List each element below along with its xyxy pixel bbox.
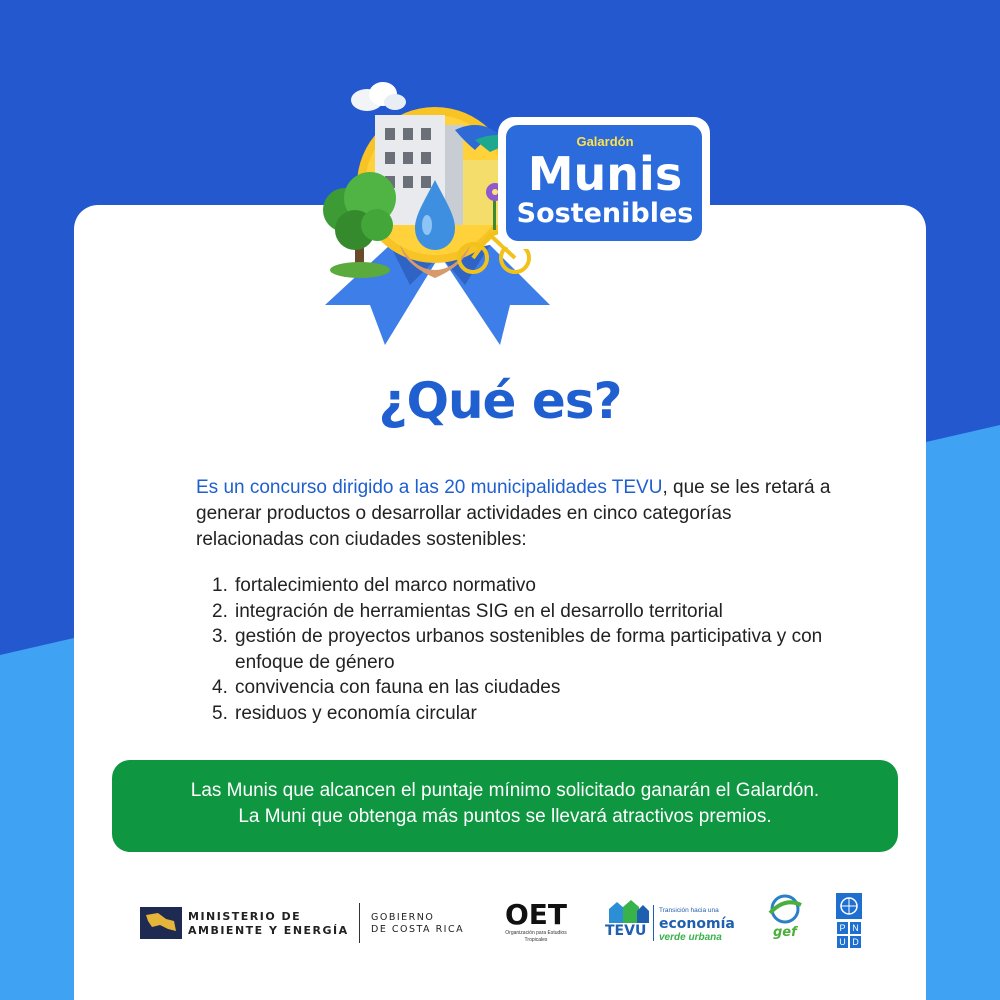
list-item bbox=[212, 624, 855, 675]
gef-globe-icon bbox=[767, 893, 803, 925]
badge-title-line2: Sostenibles bbox=[516, 198, 694, 229]
logo-divider bbox=[359, 903, 360, 943]
oet-sub: Organización para Estudios Tropicales bbox=[505, 930, 567, 943]
list-item bbox=[212, 701, 855, 727]
list-item bbox=[212, 573, 855, 599]
categories-list bbox=[212, 573, 855, 726]
oet-mark: OET bbox=[504, 898, 568, 931]
page-title: ¿Qué es? bbox=[378, 372, 622, 430]
list-item bbox=[212, 599, 855, 625]
un-emblem-icon bbox=[836, 893, 862, 919]
oet-logo bbox=[496, 900, 576, 944]
list-text: convivencia con fauna en las ciudades bbox=[235, 677, 561, 698]
list-text: residuos y economía circular bbox=[235, 702, 477, 724]
list-number: 3. bbox=[212, 626, 228, 647]
costa-rica-map-icon bbox=[140, 907, 182, 939]
list-text: gestión de proyectos urbanos sostenibles de forma participativa y con enfoque de género bbox=[235, 626, 823, 673]
list-number: 4. bbox=[212, 677, 228, 698]
gobierno-text: GOBIERNO DE COSTA RICA bbox=[371, 912, 465, 935]
tevu-divider bbox=[653, 905, 654, 941]
list-number: 2. bbox=[212, 600, 228, 622]
notice-line1: Las Munis que alcancen el puntaje mínimo solicitado ganarán el Galardón. bbox=[190, 780, 820, 801]
badge-small-label: Galardón bbox=[576, 134, 634, 149]
intro-paragraph bbox=[196, 475, 836, 553]
minae-text: MINISTERIO DE AMBIENTE Y ENERGÍA bbox=[188, 910, 349, 937]
notice-line2: La Muni que obtenga más puntos se llevará atractivos premios. bbox=[238, 806, 772, 827]
intro-rest: , que se les retará a generar productos o desarrollar actividades en cinco categorías relacionadas con ciudades sostenibles: bbox=[196, 477, 831, 550]
intro-highlight: Es un concurso dirigido a las 20 municipalidades TEVU bbox=[196, 477, 663, 498]
tevu-text: Transición hacia una economía verde urbana bbox=[659, 907, 735, 943]
tevu-mark: TEVU bbox=[605, 923, 647, 939]
cloud-icon bbox=[351, 82, 406, 111]
pnud-letters: P N U D bbox=[836, 921, 862, 949]
partner-logos bbox=[0, 885, 1000, 955]
munis-sostenibles-badge bbox=[315, 80, 715, 345]
list-text: integración de herramientas SIG en el desarrollo territorial bbox=[235, 600, 723, 622]
gef-mark: gef bbox=[773, 925, 797, 940]
list-number: 1. bbox=[212, 575, 228, 596]
list-number: 5. bbox=[212, 702, 228, 724]
prize-notice bbox=[112, 760, 898, 852]
badge-title-line1: Munis bbox=[527, 147, 683, 201]
tevu-houses-icon bbox=[607, 899, 651, 923]
list-item bbox=[212, 675, 855, 701]
list-text: fortalecimiento del marco normativo bbox=[235, 575, 536, 596]
